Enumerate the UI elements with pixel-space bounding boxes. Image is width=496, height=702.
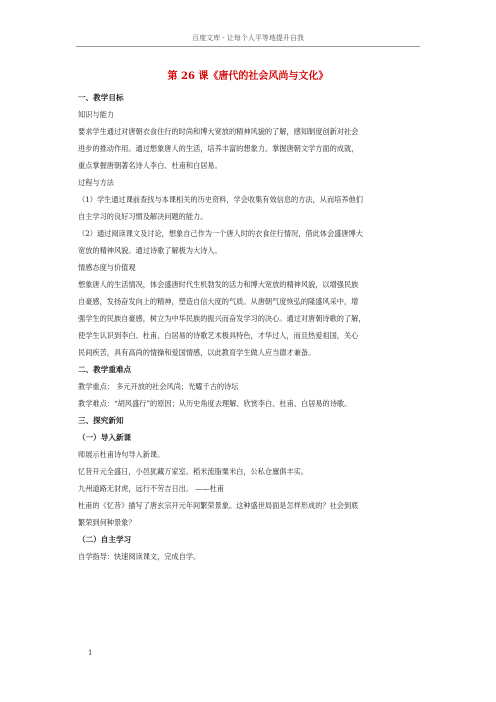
- subsection-heading: （二）自主学习: [78, 535, 132, 544]
- body-line: 自豪感，发扬奋发向上的精神，塑造自信大度的气质。从唐朝气度恢弘的隆盛风采中，增: [78, 297, 359, 306]
- section-heading: 二、教学重难点: [78, 365, 132, 374]
- body-line: 杜甫的《忆昔》描写了唐玄宗开元年间繁荣景象。这种盛世局面是怎样形成的？社会到底: [78, 501, 359, 510]
- body-line: （1）学生通过课前查找与本课相关的历史资料，学会收集有效信息的方法，从而培养他们: [78, 195, 363, 204]
- body-line: 使学生认识到李白、杜甫、白居易的诗歌艺术极具特色，才华过人，而且热爱祖国，关心: [78, 331, 359, 340]
- body-line: 强学生的民族自豪感，树立为中华民族的振兴而奋发学习的决心。通过对唐朝诗歌的了解，: [78, 314, 366, 323]
- body-line: 想象唐人的生活情况，体会盛唐时代生机勃发的活力和博大宽放的精神风貌，以增强民族: [78, 280, 359, 289]
- section-heading: 一、教学目标: [78, 93, 124, 102]
- body-line: 教学难点：“胡风盛行”的原因；从历史角度去理解、欣赏李白、杜甫、白居易的诗歌。: [78, 399, 352, 408]
- body-line: 知识与能力: [78, 110, 114, 119]
- header-divider: [76, 46, 420, 47]
- body-line: 忆昔开元全盛日，小邑犹藏万家室。稻米流脂粟米白，公私仓廪俱丰实。: [78, 467, 309, 476]
- page-number: 1: [88, 649, 93, 657]
- body-line: 宽放的精神风貌。通过诗歌了解极为大诗人。: [78, 246, 222, 255]
- body-line: 过程与方法: [78, 178, 114, 187]
- body-line: 民间疾苦，具有高尚的情操和爱国情感，以此教育学生做人应当德才兼备。: [78, 348, 316, 357]
- document-body: [78, 89, 422, 565]
- body-line: （2）通过阅读课文及讨论，想象自己作为一个唐人时的衣食住行情况，借此体会盛唐博大: [78, 229, 363, 238]
- body-line: 情感态度与价值观: [78, 263, 136, 272]
- body-line: 九州道路无豺虎，远行不劳吉日出。 ——杜甫: [78, 484, 225, 493]
- body-line: 重点掌握唐朝著名诗人李白、杜甫和白居易。: [78, 161, 222, 170]
- body-line: 师展示杜甫诗句导入新课。: [78, 450, 165, 459]
- document-title: 第 26 课《唐代的社会风尚与文化》: [167, 71, 329, 82]
- page-header: 百度文库 - 让每个人平等地提升自我: [192, 34, 304, 42]
- section-heading: 三、探究新知: [78, 416, 124, 425]
- body-line: 进步的推动作用。通过想象唐人的生活，培养丰富的想象力。掌握唐朝文学方面的成就，: [78, 144, 359, 153]
- body-line: 教学重点： 多元开放的社会风尚；光耀千古的诗坛: [78, 382, 239, 391]
- body-line: 自主学习的良好习惯及解决问题的能力。: [78, 212, 208, 221]
- body-line: 繁荣到何种景象？: [78, 518, 136, 527]
- body-line: 自学指导：快速阅读课文，完成自学。: [78, 552, 201, 561]
- subsection-heading: （一）导入新课: [78, 433, 132, 442]
- body-line: 要求学生通过对唐朝衣食住行的时尚和博大宽放的精神风貌的了解，感知制度创新对社会: [78, 127, 359, 136]
